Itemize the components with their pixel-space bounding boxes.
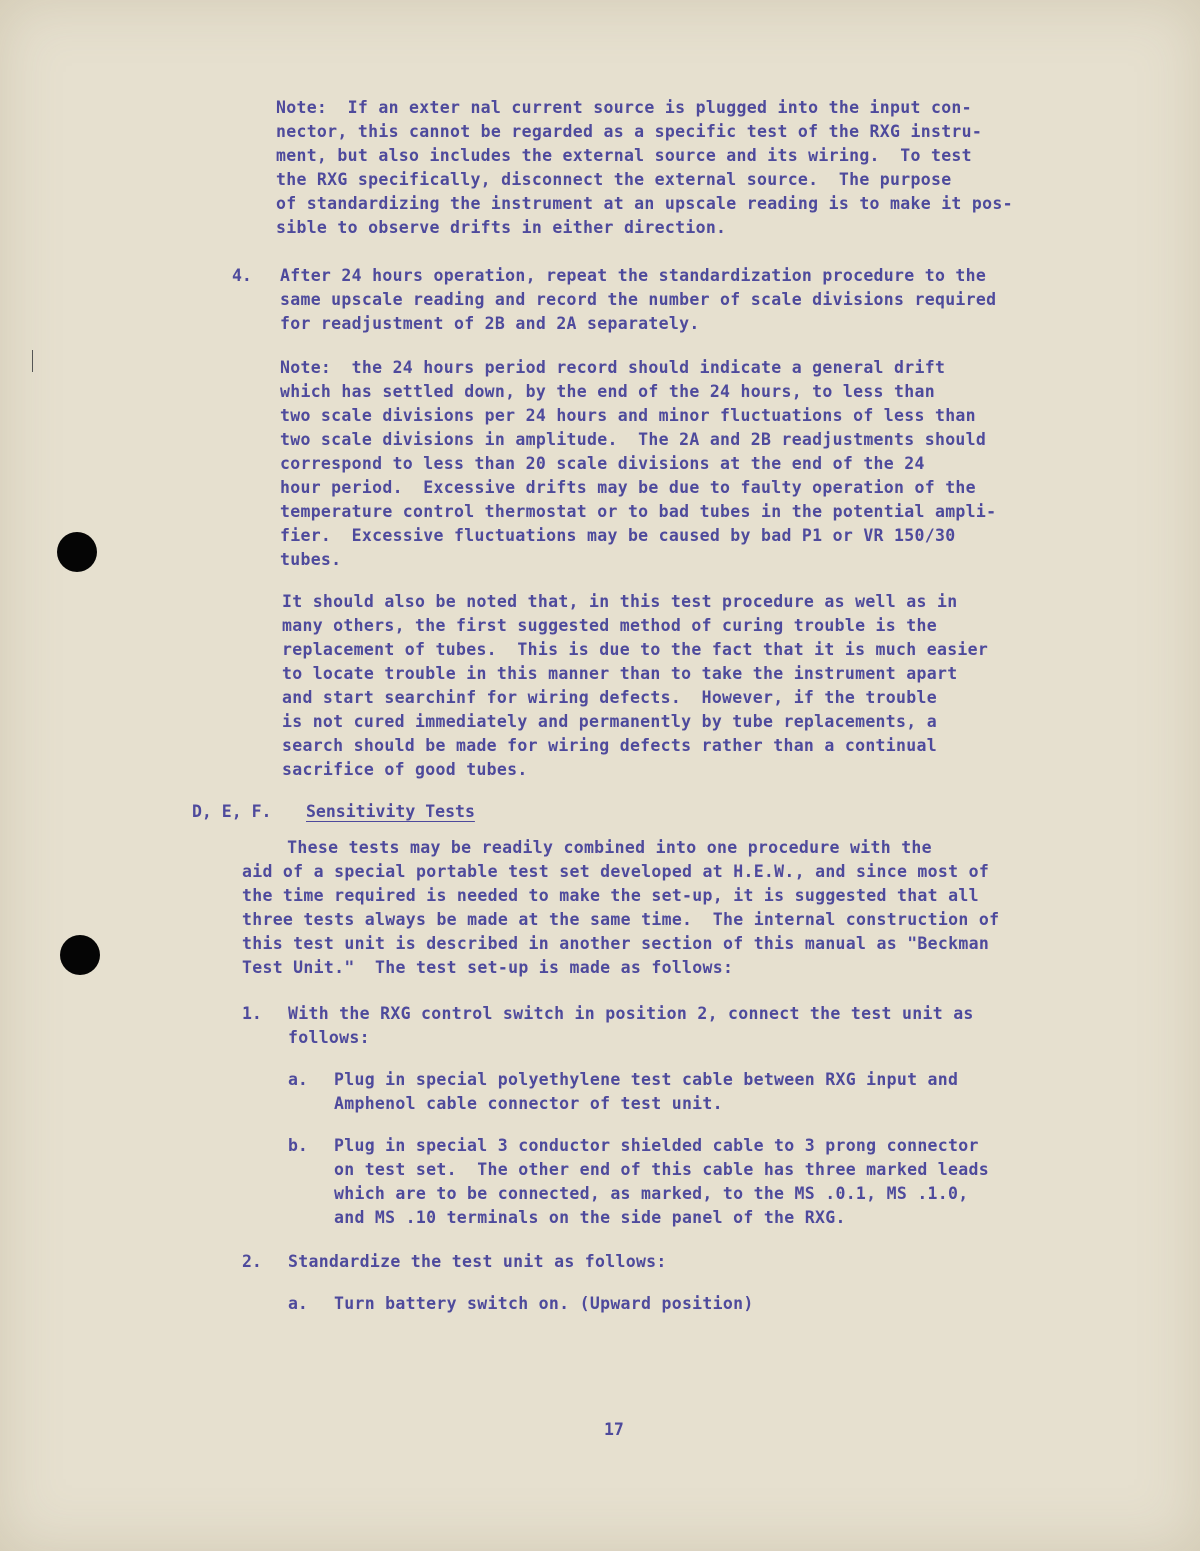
text-line: is not cured immediately and permanently by tube replacements, a — [282, 712, 937, 731]
text-line: the time required is needed to make the set-up, it is suggested that all — [242, 886, 979, 905]
section-label: D, E, F. — [192, 802, 272, 821]
text-line: correspond to less than 20 scale divisions at the end of the 24 — [280, 454, 925, 473]
substep-letter: a. — [288, 1070, 308, 1089]
text-line: These tests may be readily combined into one procedure with the — [236, 838, 932, 857]
punch-hole-lower — [60, 935, 100, 975]
step-number: 1. — [242, 1004, 262, 1023]
text-line: After 24 hours operation, repeat the standardization procedure to the — [280, 266, 987, 285]
text-line: Plug in special polyethylene test cable between RXG input and — [334, 1070, 959, 1089]
step-number: 2. — [242, 1252, 262, 1271]
punch-hole-upper — [57, 532, 97, 572]
text-line: for readjustment of 2B and 2A separately. — [280, 314, 700, 333]
text-line: With the RXG control switch in position 2, connect the test unit as — [288, 1004, 974, 1023]
section-title: Sensitivity Tests — [306, 802, 475, 821]
text-line: Note: If an exter nal current source is plugged into the input con- — [276, 98, 972, 117]
substep-letter: a. — [288, 1294, 308, 1313]
text-line: sacrifice of good tubes. — [282, 760, 528, 779]
text-line: same upscale reading and record the number of scale divisions required — [280, 290, 997, 309]
text-line: follows: — [288, 1028, 370, 1047]
text-line: and MS .10 terminals on the side panel of the RXG. — [334, 1208, 846, 1227]
text-line: and start searchinf for wiring defects. However, if the trouble — [282, 688, 937, 707]
margin-mark — [32, 350, 33, 372]
text-line: replacement of tubes. This is due to the fact that it is much easier — [282, 640, 989, 659]
text-line: which has settled down, by the end of the 24 hours, to less than — [280, 382, 935, 401]
text-line: nector, this cannot be regarded as a specific test of the RXG instru- — [276, 122, 983, 141]
text-line: three tests always be made at the same time. The internal construction of — [242, 910, 1000, 929]
text-line: Amphenol cable connector of test unit. — [334, 1094, 723, 1113]
page-number: 17 — [604, 1420, 624, 1439]
text-line: It should also be noted that, in this test procedure as well as in — [282, 592, 958, 611]
text-line: Turn battery switch on. (Upward position) — [334, 1294, 754, 1313]
text-line: the RXG specifically, disconnect the external source. The purpose — [276, 170, 952, 189]
text-line: Standardize the test unit as follows: — [288, 1252, 667, 1271]
text-line: sible to observe drifts in either direction. — [276, 218, 727, 237]
text-line: fier. Excessive fluctuations may be caused by bad P1 or VR 150/30 — [280, 526, 956, 545]
text-line: temperature control thermostat or to bad tubes in the potential ampli- — [280, 502, 997, 521]
text-line: to locate trouble in this manner than to take the instrument apart — [282, 664, 958, 683]
text-line: Test Unit." The test set-up is made as follows: — [242, 958, 734, 977]
substep-letter: b. — [288, 1136, 308, 1155]
text-line: aid of a special portable test set developed at H.E.W., and since most of — [242, 862, 990, 881]
text-line: hour period. Excessive drifts may be due to faulty operation of the — [280, 478, 976, 497]
text-line: two scale divisions per 24 hours and minor fluctuations of less than — [280, 406, 976, 425]
text-line: on test set. The other end of this cable has three marked leads — [334, 1160, 989, 1179]
text-line: search should be made for wiring defects rather than a continual — [282, 736, 937, 755]
text-line: which are to be connected, as marked, to the MS .0.1, MS .1.0, — [334, 1184, 969, 1203]
text-line: tubes. — [280, 550, 342, 569]
step-number: 4. — [232, 266, 252, 285]
text-line: ment, but also includes the external source and its wiring. To test — [276, 146, 972, 165]
text-line: Note: the 24 hours period record should indicate a general drift — [280, 358, 946, 377]
text-line: of standardizing the instrument at an upscale reading is to make it pos- — [276, 194, 1013, 213]
text-line: this test unit is described in another section of this manual as "Beckman — [242, 934, 990, 953]
text-line: Plug in special 3 conductor shielded cable to 3 prong connector — [334, 1136, 979, 1155]
text-line: many others, the first suggested method of curing trouble is the — [282, 616, 937, 635]
text-line: two scale divisions in amplitude. The 2A and 2B readjustments should — [280, 430, 987, 449]
